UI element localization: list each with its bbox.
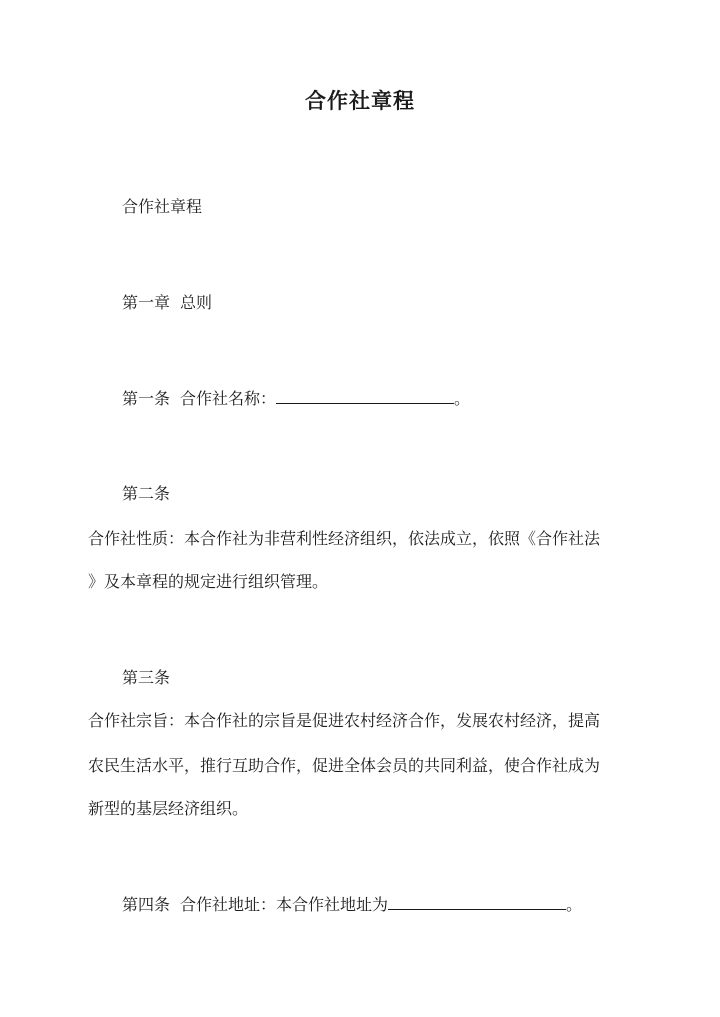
article-4-end: 。 [566,895,583,914]
article-1-end: 。 [454,389,471,408]
article-4-label: 第四条 [122,895,171,914]
article-3-line-2: 农民生活水平，推行互助合作，促进全体会员的共同利益，使合作社成为 [88,756,601,775]
article-1-text: 合作社名称： [180,389,277,408]
document-subtitle: 合作社章程 [122,197,203,216]
article-4-text: 合作社地址：本合作社地址为 [180,895,389,914]
article-4 [122,894,582,916]
article-2-line-2: 》及本章程的规定进行组织管理。 [88,572,329,591]
article-3-line-3: 新型的基层经济组织。 [88,799,249,818]
address-blank-line [388,895,566,910]
name-blank-line [276,389,454,404]
chapter-label: 第一章 [122,293,171,312]
document-title: 合作社章程 [305,88,415,113]
article-2-label: 第二条 [122,484,171,503]
article-1-label: 第一条 [122,389,171,408]
chapter-heading [122,292,212,314]
article-3-line-1: 合作社宗旨：本合作社的宗旨是促进农村经济合作，发展农村经济，提高 [88,711,601,730]
chapter-name: 总则 [180,293,213,312]
article-1 [122,388,470,410]
article-3-label: 第三条 [122,668,171,687]
article-2-line-1: 合作社性质：本合作社为非营利性经济组织，依法成立，依照《合作社法 [88,529,601,548]
